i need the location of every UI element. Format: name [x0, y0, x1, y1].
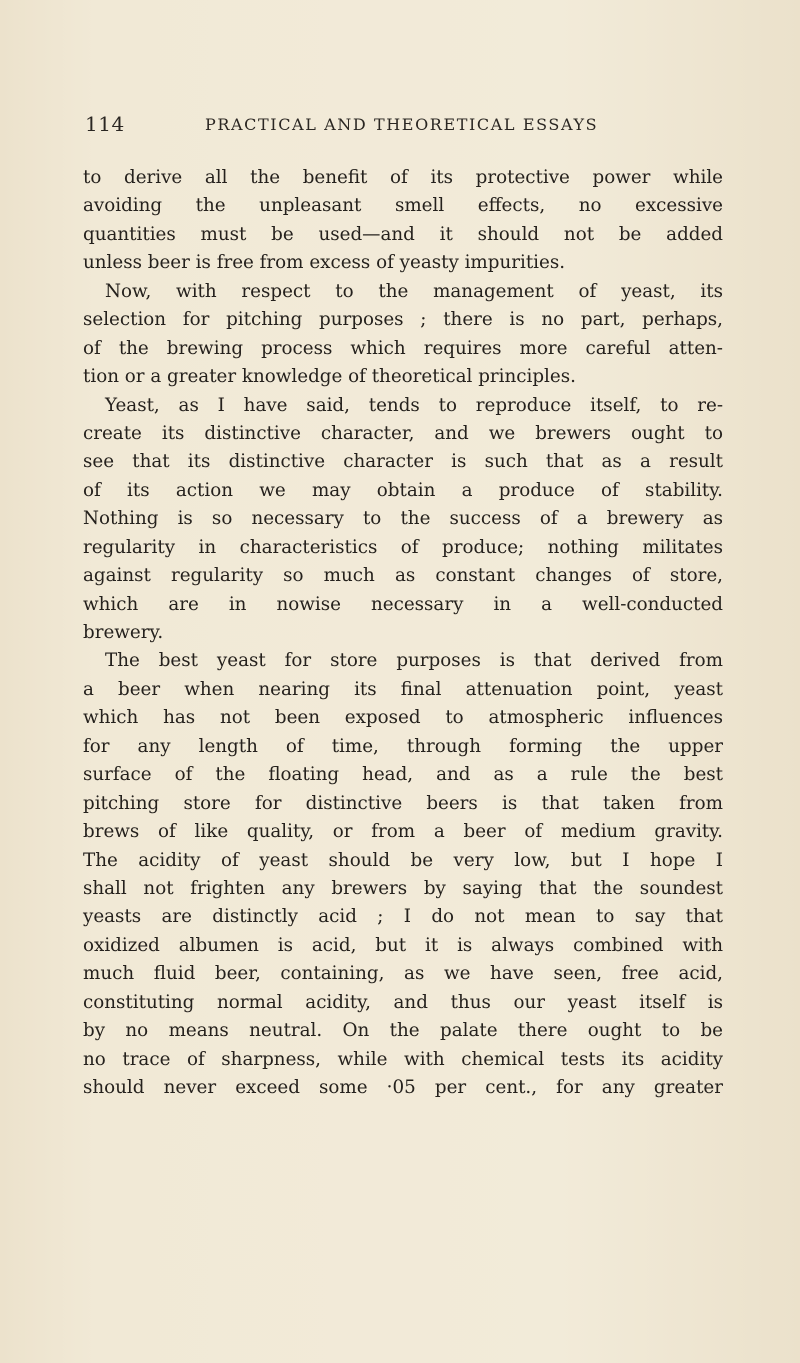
text-line: by no means neutral. On the palate there ought to be: [83, 1020, 723, 1042]
text-line: create its distinctive character, and we brewers ought to: [83, 422, 723, 444]
text-line: brews of like quality, or from a beer of medium gravity.: [83, 821, 723, 843]
text-line: The best yeast for store purposes is that derived from: [105, 650, 723, 672]
text-line: Nothing is so necessary to the success of a brewery as: [83, 508, 723, 530]
text-line: shall not frighten any brewers by saying that the soundest: [83, 877, 723, 899]
text-line: yeasts are distinctly acid ; I do not mean to say that: [83, 906, 723, 928]
text-line: surface of the floating head, and as a rule the best: [83, 764, 723, 786]
text-line: Now, with respect to the management of yeast, its: [105, 280, 723, 302]
text-line: brewery.: [83, 622, 164, 643]
text-line: pitching store for distinctive beers is that taken from: [83, 792, 723, 814]
running-title: PRACTICAL AND THEORETICAL ESSAYS: [205, 115, 599, 134]
text-line: Yeast, as I have said, tends to reproduce itself, to re-: [105, 394, 723, 416]
text-line: should never exceed some ·05 per cent., for any greater: [83, 1077, 723, 1098]
text-line: unless beer is free from excess of yeasty impurities.: [83, 252, 566, 274]
text-line: selection for pitching purposes ; there is no part, perhaps,: [83, 309, 723, 331]
text-line: to derive all the benefit of its protective power while: [83, 167, 723, 188]
text-line: avoiding the unpleasant smell effects, no excessive: [83, 195, 723, 217]
body-text: [83, 164, 723, 1102]
text-line: regularity in characteristics of produce; nothing militates: [83, 536, 723, 558]
text-line: which has not been exposed to atmospheric influences: [83, 707, 723, 729]
text-line: which are in nowise necessary in a well-conducted: [83, 593, 723, 615]
text-line: much fluid beer, containing, as we have seen, free acid,: [83, 963, 723, 985]
text-line: constituting normal acidity, and thus our yeast itself is: [83, 991, 723, 1013]
text-line: see that its distinctive character is such that as a result: [83, 451, 723, 473]
running-head: [85, 112, 725, 142]
text-line: a beer when nearing its final attenuation point, yeast: [83, 678, 723, 700]
text-line: of its action we may obtain a produce of stability.: [83, 479, 723, 501]
text-line: against regularity so much as constant changes of store,: [83, 565, 723, 587]
text-line: no trace of sharpness, while with chemical tests its acidity: [83, 1048, 723, 1070]
page-number: 114: [85, 112, 125, 136]
text-line: tion or a greater knowledge of theoretical principles.: [83, 366, 576, 388]
text-line: The acidity of yeast should be very low, but I hope I: [83, 849, 723, 871]
text-line: for any length of time, through forming the upper: [83, 735, 723, 757]
text-line: oxidized albumen is acid, but it is always combined with: [83, 934, 723, 956]
text-line: quantities must be used—and it should not be added: [83, 223, 723, 245]
text-line: of the brewing process which requires more careful atten-: [83, 337, 723, 359]
